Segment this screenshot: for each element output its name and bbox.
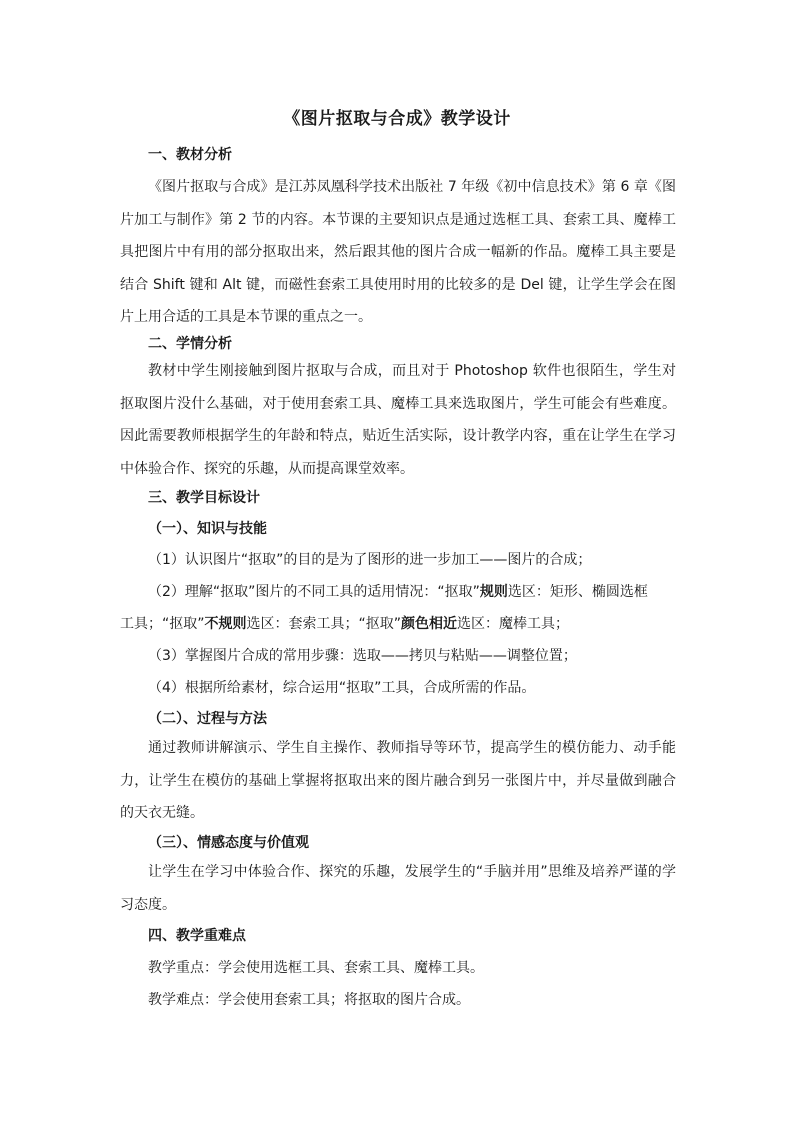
paragraph-emotion-values: 让学生在学习中体验合作、探究的乐趣，发展学生的“手脑并用”思维及培养严谨的学习态度。 — [120, 864, 676, 913]
objective-item-2-line1 — [148, 581, 648, 601]
objective-item-2-text-h: 选区：魔棒工具； — [457, 616, 570, 632]
paragraph-student-analysis: 教材中学生刚接触到图片抠取与合成，而且对于 Photoshop 软件也很陌生，学生对抠取图片没什么基础，对于使用套索工具、魔棒工具来选取图片，学生可能会有些难度。因此需要教师根据学生的年龄和特点，贴近生活实际，设计教学内容，重在让学生在学习中体验合作、探究的乐趣，从而提高课堂效率。 — [120, 363, 676, 477]
subheading-process-methods: （二）、过程与方法 — [148, 711, 267, 727]
objective-item-2-bold-regular: 规则 — [479, 584, 508, 600]
key-point-line: 教学重点：学会使用选框工具、套索工具、魔棒工具。 — [148, 960, 484, 976]
subheading-knowledge-skills: （一）、知识与技能 — [148, 521, 267, 537]
objective-item-2-text-c: 选区：矩形、椭圆选框 — [507, 584, 648, 600]
difficulty-line: 教学难点：学会使用套索工具；将抠取的图片合成。 — [148, 992, 470, 1008]
objective-item-4: （4）根据所给素材，综合运用“抠取”工具，合成所需的作品。 — [148, 680, 536, 696]
paragraph-textbook-analysis: 《图片抠取与合成》是江苏凤凰科学技术出版社 7 年级《初中信息技术》第 6 章《图片加工与制作》第 2 节的内容。本节课的主要知识点是通过选框工具、套索工具、魔棒工具把图片中有用的部分抠取出来，然后跟其他的图片合成一幅新的作品。魔棒工具主要是结合 Shift 键和 Alt 键，而磁性套索工具使用时用的比较多的是 Del 键，让学生学会在图片上用合适的工具是本节课的重点之一。 — [120, 179, 676, 325]
objective-item-2-text-d: 工具；“抠取” — [120, 616, 205, 632]
document-title: 《图片抠取与合成》教学设计 — [283, 109, 511, 129]
objective-item-2-bold-similar-color: 颜色相近 — [401, 616, 458, 632]
objective-item-1: （1）认识图片“抠取”的目的是为了图形的进一步加工——图片的合成； — [148, 552, 592, 568]
paragraph-process-methods: 通过教师讲解演示、学生自主操作、教师指导等环节，提高学生的模仿能力、动手能力，让学生在模仿的基础上掌握将抠取出来的图片融合到另一张图片中，并尽量做到融合的天衣无缝。 — [120, 740, 676, 821]
objective-item-2-text-f: 选区：套索工具；“抠取” — [246, 616, 402, 632]
objective-item-2-bold-irregular: 不规则 — [204, 616, 247, 632]
objective-item-2-text-a: （2）理解“抠取”图片的不同工具的适用情况：“抠取” — [148, 584, 480, 600]
objective-item-3: （3）掌握图片合成的常用步骤：选取——拷贝与粘贴——调整位置； — [148, 648, 577, 664]
section-heading-key-points: 四、教学重难点 — [148, 928, 246, 944]
subheading-emotion-values: （三）、情感态度与价值观 — [148, 835, 309, 851]
section-heading-objectives: 三、教学目标设计 — [148, 490, 260, 506]
section-heading-student-analysis: 二、学情分析 — [148, 336, 232, 352]
objective-item-2-line2 — [120, 613, 569, 633]
section-heading-textbook-analysis: 一、教材分析 — [148, 147, 232, 163]
